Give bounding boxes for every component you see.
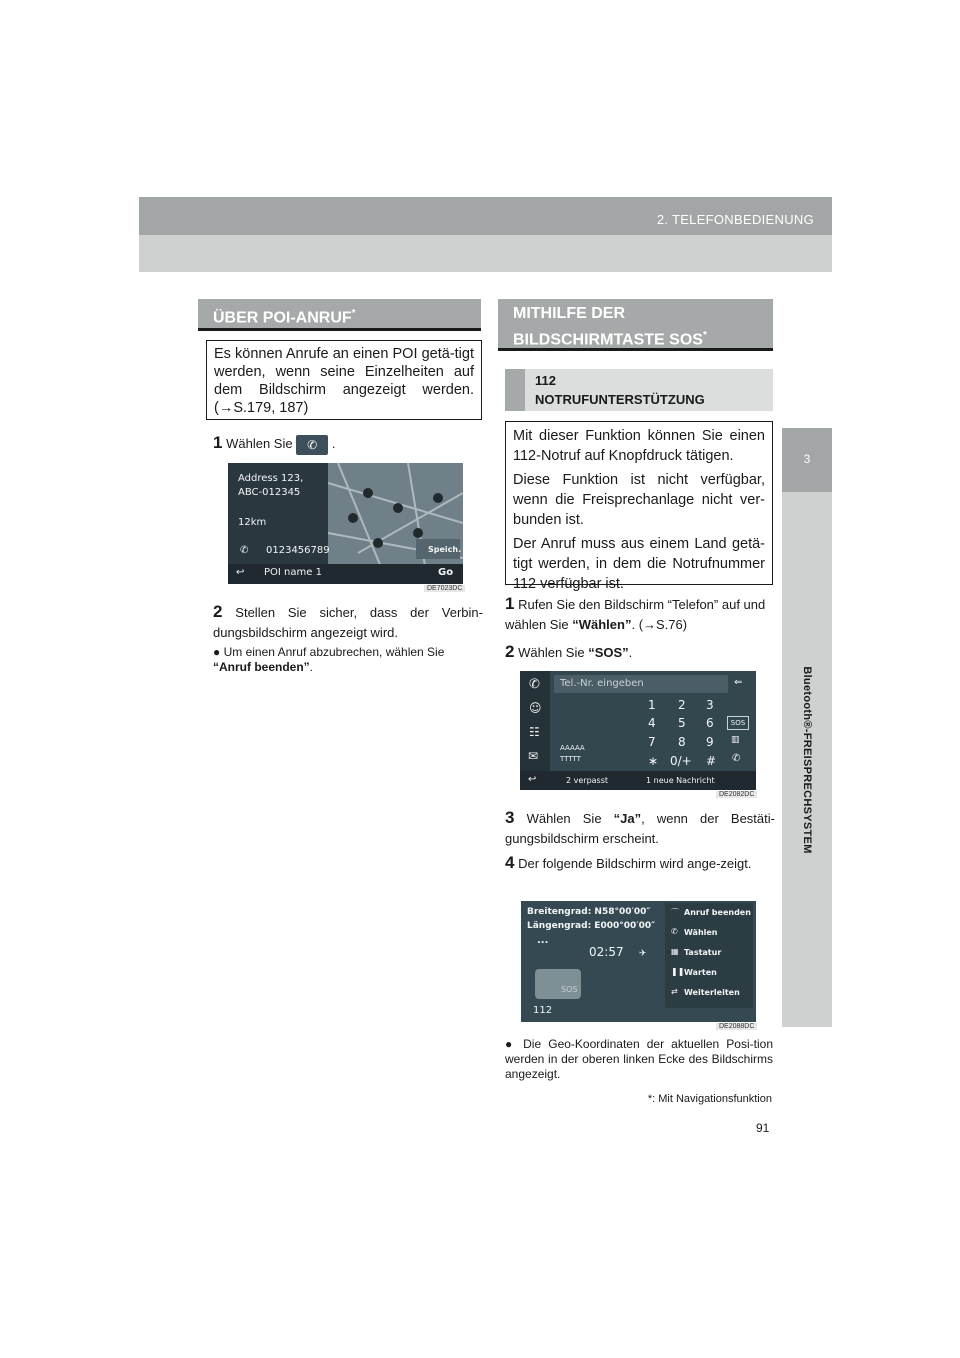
right-step-2 (505, 642, 775, 663)
key-hash: # (706, 754, 717, 768)
right-step-1 (505, 594, 775, 635)
keypad-icon: ▦ (671, 947, 679, 956)
left-note (213, 645, 483, 675)
step-text: Wählen Sie (526, 811, 602, 826)
step-bold: “Ja” (613, 811, 642, 826)
step-text: Wählen Sie (226, 436, 293, 451)
ambulance-sos-label: SOS (561, 985, 578, 994)
left-info-box (206, 340, 482, 420)
subheading-line1: 112 (535, 373, 556, 388)
sos-call-screenshot (521, 901, 756, 1022)
poi-address-line1: Address 123, (238, 473, 304, 484)
back-icon: ↩ (528, 774, 537, 785)
subheading (525, 369, 773, 411)
step-end: . (628, 645, 633, 660)
mute-icon: ✈ (639, 949, 647, 959)
left-section-heading (198, 299, 481, 331)
page-number: 91 (756, 1121, 770, 1135)
step-number: 1 (505, 594, 515, 613)
key-2: 2 (678, 698, 686, 712)
info-paragraph: Der Anruf muss aus einem Land getä-tigt werden, in dem die Notrufnummer 112 verfügbar ist. (513, 536, 765, 592)
right-section-title-line2: BILDSCHIRMTASTE SOS (513, 331, 703, 349)
right-note (505, 1037, 773, 1082)
key-1: 1 (648, 698, 656, 712)
key-8: 8 (678, 735, 686, 749)
left-info-text: Es können Anrufe an einen POI getä-tigt werden, wenn seine Einzelheiten auf dem Bildschirm angezeigt werden. (→S.179, 187) (214, 346, 474, 416)
contacts-icon: ☺ (529, 701, 542, 715)
bullet-icon: ● (213, 645, 224, 659)
step-number: 3 (505, 808, 515, 827)
right-step-3 (505, 808, 775, 849)
header-subband (139, 235, 832, 272)
poi-save-label: Speich. (428, 545, 462, 554)
more-dots: ... (537, 935, 549, 946)
poi-screenshot (228, 463, 463, 584)
right-section-title-line1: MITHILFE DER (513, 305, 625, 322)
poi-go-label: Go (438, 567, 454, 578)
voicemail-icon: ▥ (731, 735, 740, 745)
step-end: . (→S.76) (631, 617, 688, 632)
poi-name: POI name 1 (264, 567, 322, 578)
image-code: DE2082DC (716, 791, 757, 798)
image-code: DE2088DC (716, 1023, 757, 1030)
message-icon: ✉ (528, 749, 539, 763)
step-number: 4 (505, 853, 515, 872)
phone-icon: ✆ (529, 677, 540, 692)
step-text: Rufen Sie den Bildschirm “Telefon” auf und wählen Sie (505, 597, 766, 632)
menu-keypad: Tastatur (684, 948, 722, 957)
subheading-line2: NOTRUFUNTERSTÜTZUNG (535, 392, 705, 407)
menu-end-call: Anruf beenden (684, 908, 751, 917)
subheading-marker (505, 369, 525, 411)
step-bold: “SOS” (588, 645, 629, 660)
chapter-tab-number: 3 (782, 428, 832, 492)
contact-1: AAAAA (560, 744, 585, 752)
menu-hold: Warten (684, 968, 717, 977)
key-0: 0/+ (670, 754, 692, 768)
poi-call-icon: ✆ (240, 545, 249, 556)
left-section-star: * (351, 308, 356, 319)
key-7: 7 (648, 735, 656, 749)
dialpad-screenshot (520, 671, 756, 790)
contact-2: TTTTT (560, 755, 581, 763)
bullet-icon: ● (505, 1037, 524, 1051)
longitude: Längengrad: E000°00′00″ (527, 921, 656, 931)
left-step-2 (213, 602, 483, 643)
latitude: Breitengrad: N58°00′00″ (527, 907, 651, 917)
chapter-title: 2. TELEFONBEDIENUNG (656, 212, 814, 227)
step-suffix: . (331, 436, 336, 451)
step-text: Wählen Sie (518, 645, 585, 660)
right-section-star: * (702, 330, 707, 341)
step-number: 2 (213, 602, 223, 621)
history-icon: ☷ (529, 725, 540, 739)
info-paragraph: Diese Funktion ist nicht verfügbar, wenn die Freisprechanlage nicht ver-bunden ist. (513, 472, 765, 528)
side-vertical-title: Bluetooth®-FREISPRECHSYSTEM (801, 666, 813, 854)
backspace-icon: ⇐ (734, 677, 743, 688)
call-button-icon: ✆ (732, 753, 741, 764)
call-timer: 02:57 (589, 945, 624, 959)
dial-icon: ✆ (671, 927, 678, 936)
key-9: 9 (706, 735, 714, 749)
step-text: Der folgende Bildschirm wird ange-zeigt. (518, 856, 752, 871)
info-paragraph: Mit dieser Funktion können Sie einen 112-Notruf auf Knopfdruck tätigen. (513, 428, 765, 464)
key-5: 5 (678, 716, 686, 730)
left-section-title: ÜBER POI-ANRUF (213, 309, 352, 327)
step-bold: “Wählen” (572, 617, 632, 632)
footnote: *: Mit Navigationsfunktion (647, 1093, 772, 1105)
phone-button-icon: ✆ (296, 435, 328, 455)
sos-button: SOS (727, 716, 749, 730)
ambulance-graphic (535, 969, 581, 999)
key-star: ∗ (648, 754, 659, 768)
key-6: 6 (706, 716, 714, 730)
menu-dial: Wählen (684, 928, 718, 937)
poi-distance: 12km (238, 517, 267, 528)
number-input-placeholder: Tel.-Nr. eingeben (560, 678, 644, 689)
left-step-1 (213, 433, 483, 455)
step-number: 2 (505, 642, 515, 661)
step-number: 1 (213, 433, 223, 452)
note-end: . (309, 660, 314, 674)
new-message: 1 neue Nachricht (646, 776, 715, 785)
right-step-4 (505, 853, 775, 874)
key-3: 3 (706, 698, 714, 712)
note-text: Die Geo-Koordinaten der aktuellen Posi-tion werden in der oberen linken Ecke des Bildschirms angezeigt. (505, 1037, 773, 1081)
key-4: 4 (648, 716, 656, 730)
note-bold: “Anruf beenden” (213, 660, 310, 674)
right-section-heading (498, 299, 773, 351)
poi-phone-number: 0123456789 (266, 545, 330, 556)
status-bar (520, 771, 756, 790)
step-text: Stellen Sie sicher, dass der Verbin-dungsbildschirm angezeigt wird. (213, 605, 483, 640)
right-info-box (505, 421, 773, 592)
step-end: , wenn der Bestäti-gungsbildschirm erscheint. (505, 811, 775, 846)
menu-forward: Weiterleiten (684, 988, 740, 997)
forward-icon: ⇄ (671, 987, 678, 996)
poi-back-icon: ↩ (236, 567, 245, 578)
missed-calls: 2 verpasst (566, 776, 609, 785)
image-code: DE7023DC (424, 585, 465, 592)
hold-icon: ❚❚ (671, 967, 685, 976)
emergency-number: 112 (533, 1005, 553, 1016)
end-call-icon: ⌒ (671, 908, 679, 917)
poi-address-line2: ABC-012345 (238, 487, 301, 498)
note-text: Um einen Anruf abzubrechen, wählen Sie (223, 645, 445, 659)
